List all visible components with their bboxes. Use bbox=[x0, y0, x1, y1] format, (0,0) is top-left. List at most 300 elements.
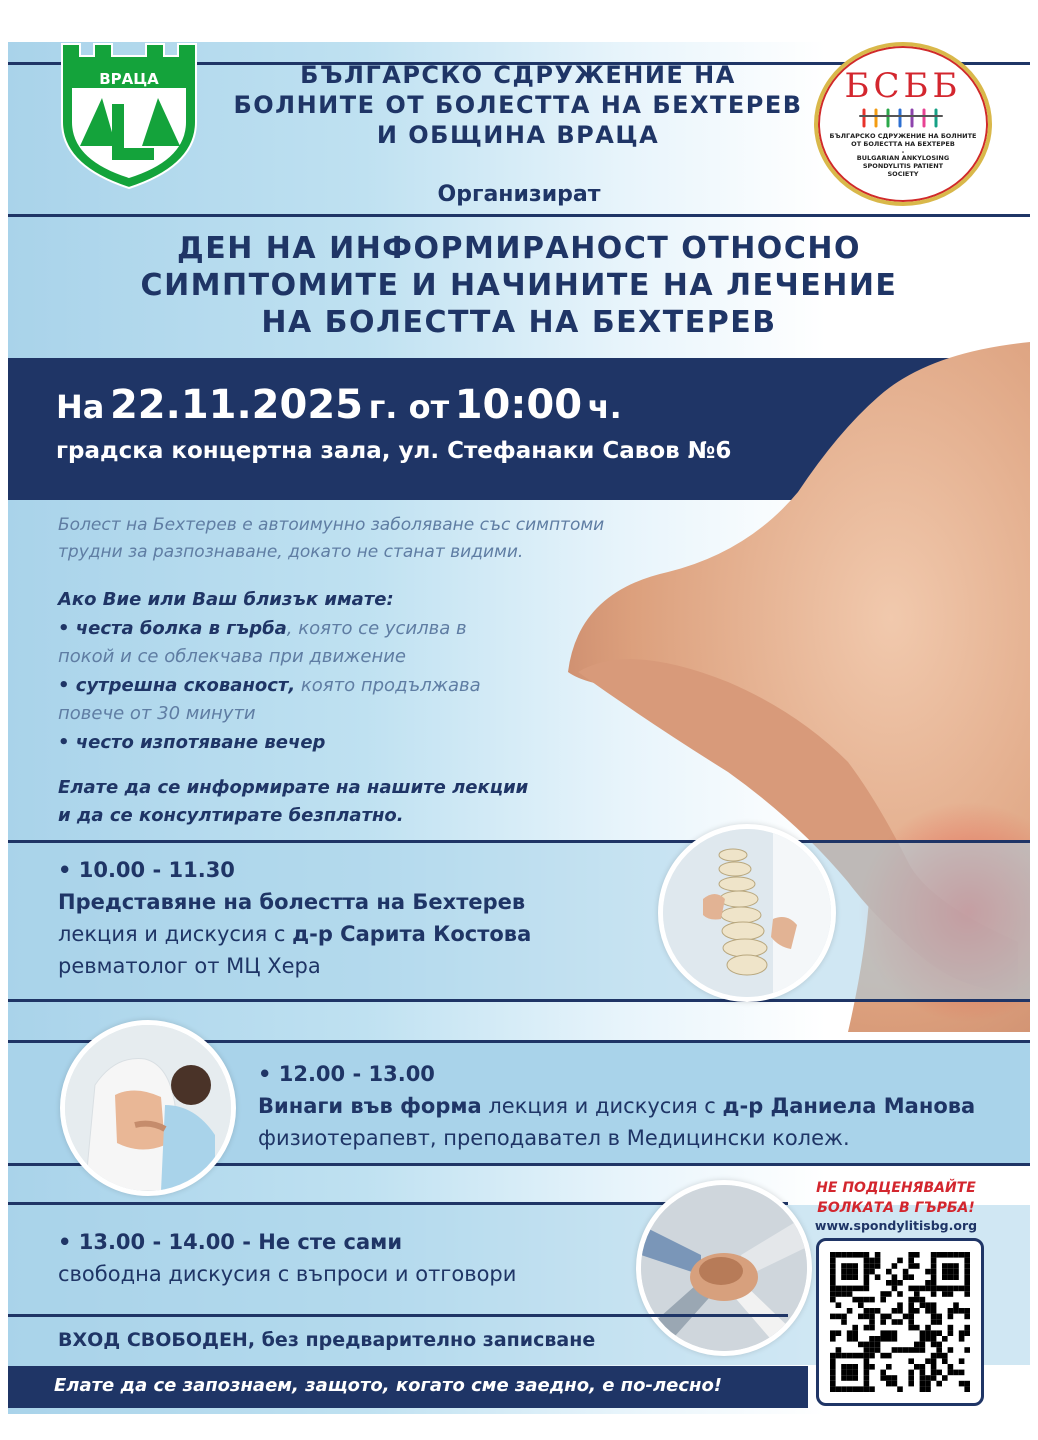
qr-module bbox=[914, 1263, 920, 1269]
qr-module bbox=[936, 1342, 942, 1348]
qr-module bbox=[942, 1336, 948, 1342]
qr-module bbox=[847, 1364, 853, 1370]
date-prefix: На bbox=[56, 388, 105, 426]
qr-module bbox=[864, 1381, 870, 1387]
invite-line-2: и да се консултирате безплатно. bbox=[58, 805, 404, 826]
event-date: 22.11.2025 bbox=[109, 382, 363, 428]
qr-module bbox=[920, 1364, 926, 1370]
symptom-2-continuation: повече от 30 минути bbox=[58, 703, 256, 724]
qr-module bbox=[925, 1330, 931, 1336]
qr-module bbox=[931, 1263, 937, 1269]
qr-module bbox=[931, 1353, 937, 1359]
qr-module bbox=[858, 1353, 864, 1359]
qr-module bbox=[858, 1252, 864, 1258]
qr-module bbox=[892, 1347, 898, 1353]
qr-module bbox=[964, 1386, 970, 1392]
qr-module bbox=[864, 1297, 870, 1303]
society-logo-line-5: SOCIETY bbox=[887, 170, 919, 178]
symptoms-block bbox=[58, 586, 578, 757]
qr-module bbox=[920, 1302, 926, 1308]
qr-module bbox=[942, 1274, 948, 1280]
qr-module bbox=[869, 1308, 875, 1314]
qr-module bbox=[847, 1330, 853, 1336]
website-link[interactable]: www.spondylitisbg.org bbox=[814, 1218, 978, 1233]
qr-module bbox=[892, 1280, 898, 1286]
qr-module bbox=[925, 1358, 931, 1364]
qr-module bbox=[869, 1325, 875, 1331]
qr-module bbox=[964, 1325, 970, 1331]
qr-module bbox=[931, 1302, 937, 1308]
qr-module bbox=[847, 1375, 853, 1381]
qr-module bbox=[959, 1252, 965, 1258]
qr-module bbox=[852, 1263, 858, 1269]
qr-module bbox=[942, 1358, 948, 1364]
qr-module bbox=[959, 1336, 965, 1342]
qr-module bbox=[908, 1252, 914, 1258]
qr-module bbox=[948, 1364, 954, 1370]
society-logo-line-3: BULGARIAN ANKYLOSING bbox=[856, 154, 950, 162]
qr-module bbox=[931, 1280, 937, 1286]
qr-module bbox=[931, 1364, 937, 1370]
qr-module bbox=[908, 1347, 914, 1353]
qr-module bbox=[880, 1336, 886, 1342]
qr-module bbox=[880, 1370, 886, 1376]
qr-module bbox=[864, 1353, 870, 1359]
society-logo-lettering: БСББ bbox=[844, 66, 962, 106]
header-stripe bbox=[8, 214, 1030, 217]
symptom-1-rest: , която се усилва в bbox=[286, 617, 467, 639]
qr-module bbox=[920, 1330, 926, 1336]
qr-module bbox=[931, 1330, 937, 1336]
qr-module bbox=[858, 1386, 864, 1392]
invite-line-1: Елате да се информирате на нашите лекции bbox=[58, 777, 529, 798]
qr-module bbox=[847, 1263, 853, 1269]
session-1-desc: лекция и дискусия с bbox=[58, 922, 293, 946]
society-logo-line-4: SPONDYLITIS PATIENT bbox=[862, 162, 944, 170]
qr-module bbox=[864, 1386, 870, 1392]
symptom-2-rest: която продължава bbox=[295, 674, 481, 696]
crest-text: ВРАЦА bbox=[99, 70, 159, 88]
qr-module bbox=[959, 1370, 965, 1376]
qr-module bbox=[897, 1319, 903, 1325]
qr-module bbox=[875, 1336, 881, 1342]
qr-module bbox=[908, 1286, 914, 1292]
qr-module bbox=[864, 1252, 870, 1258]
qr-module bbox=[836, 1252, 842, 1258]
qr-module bbox=[920, 1297, 926, 1303]
closing-text: Елате да се запознаем, защото, когато сме заедно, е по-лесно! bbox=[54, 1375, 723, 1396]
qr-module bbox=[836, 1291, 842, 1297]
qr-module bbox=[920, 1370, 926, 1376]
qr-module bbox=[897, 1280, 903, 1286]
intro-line-1: Болест на Бехтерев е автоимунно заболяване със симптоми bbox=[58, 515, 605, 535]
qr-module bbox=[830, 1386, 836, 1392]
qr-module bbox=[864, 1274, 870, 1280]
qr-code[interactable] bbox=[816, 1238, 984, 1406]
qr-module bbox=[931, 1286, 937, 1292]
qr-module bbox=[964, 1274, 970, 1280]
event-title-line-3: НА БОЛЕСТТА НА БЕХТЕРЕВ bbox=[261, 305, 777, 340]
qr-module bbox=[948, 1263, 954, 1269]
symptoms-lead: Ако Вие или Ваш близък имате: bbox=[58, 589, 394, 610]
qr-module bbox=[914, 1347, 920, 1353]
qr-module bbox=[841, 1386, 847, 1392]
qr-module bbox=[836, 1386, 842, 1392]
qr-module bbox=[942, 1269, 948, 1275]
qr-module bbox=[914, 1252, 920, 1258]
symptom-item-3: • често изпотяване вечер bbox=[58, 731, 326, 753]
qr-module bbox=[869, 1297, 875, 1303]
qr-module bbox=[836, 1314, 842, 1320]
qr-module bbox=[953, 1252, 959, 1258]
qr-module bbox=[830, 1364, 836, 1370]
qr-module bbox=[880, 1297, 886, 1303]
qr-module bbox=[897, 1347, 903, 1353]
qr-module bbox=[864, 1358, 870, 1364]
qr-module bbox=[908, 1302, 914, 1308]
qr-module bbox=[931, 1308, 937, 1314]
qr-module bbox=[864, 1342, 870, 1348]
qr-module bbox=[964, 1308, 970, 1314]
qr-module bbox=[931, 1252, 937, 1258]
qr-module bbox=[892, 1308, 898, 1314]
session-2-time: • 12.00 - 13.00 bbox=[258, 1062, 435, 1086]
qr-module bbox=[908, 1274, 914, 1280]
qr-module bbox=[869, 1364, 875, 1370]
qr-module bbox=[964, 1347, 970, 1353]
qr-module bbox=[864, 1263, 870, 1269]
qr-module bbox=[864, 1364, 870, 1370]
qr-module bbox=[875, 1263, 881, 1269]
qr-module bbox=[903, 1347, 909, 1353]
qr-module bbox=[908, 1375, 914, 1381]
venue: градска концертна зала, ул. Стефанаки Савов №6 bbox=[56, 438, 732, 464]
event-time: 10:00 bbox=[454, 382, 583, 428]
qr-module bbox=[852, 1297, 858, 1303]
qr-module bbox=[914, 1342, 920, 1348]
qr-module bbox=[864, 1375, 870, 1381]
qr-module bbox=[830, 1375, 836, 1381]
qr-module bbox=[869, 1269, 875, 1275]
qr-module bbox=[830, 1286, 836, 1292]
qr-module bbox=[869, 1336, 875, 1342]
qr-module bbox=[830, 1353, 836, 1359]
session-2-title: Винаги във форма bbox=[258, 1094, 482, 1118]
qr-module bbox=[942, 1286, 948, 1292]
qr-module bbox=[880, 1291, 886, 1297]
qr-module bbox=[830, 1336, 836, 1342]
qr-module bbox=[948, 1274, 954, 1280]
qr-module bbox=[886, 1280, 892, 1286]
qr-module bbox=[830, 1291, 836, 1297]
qr-module bbox=[886, 1336, 892, 1342]
qr-module bbox=[897, 1386, 903, 1392]
physiotherapy-photo bbox=[60, 1020, 236, 1196]
qr-module bbox=[875, 1252, 881, 1258]
qr-module bbox=[964, 1314, 970, 1320]
qr-module bbox=[931, 1370, 937, 1376]
free-entry: ВХОД СВОБОДЕН, без предварително записване bbox=[58, 1329, 596, 1351]
qr-module bbox=[841, 1375, 847, 1381]
qr-module bbox=[841, 1252, 847, 1258]
qr-module bbox=[852, 1336, 858, 1342]
qr-module bbox=[897, 1291, 903, 1297]
intro-line-2: трудни за разпознаване, докато не станат видими. bbox=[58, 542, 524, 562]
org-line-3: И ОБЩИНА ВРАЦА bbox=[376, 121, 660, 149]
qr-module bbox=[953, 1274, 959, 1280]
qr-module bbox=[841, 1314, 847, 1320]
qr-module bbox=[931, 1375, 937, 1381]
qr-module bbox=[942, 1252, 948, 1258]
qr-module bbox=[903, 1269, 909, 1275]
qr-module bbox=[875, 1342, 881, 1348]
qr-module bbox=[830, 1263, 836, 1269]
qr-module bbox=[892, 1381, 898, 1387]
qr-module bbox=[925, 1302, 931, 1308]
qr-module bbox=[847, 1370, 853, 1376]
qr-module bbox=[830, 1330, 836, 1336]
qr-module bbox=[914, 1297, 920, 1303]
qr-module bbox=[864, 1370, 870, 1376]
session-3-desc: свободна дискусия с въпроси и отговори bbox=[58, 1262, 517, 1286]
qr-module bbox=[964, 1330, 970, 1336]
qr-module bbox=[908, 1297, 914, 1303]
qr-module bbox=[847, 1291, 853, 1297]
qr-module bbox=[948, 1325, 954, 1331]
qr-module bbox=[931, 1291, 937, 1297]
qr-module bbox=[959, 1358, 965, 1364]
event-title bbox=[48, 230, 990, 341]
session-2-speaker: д-р Даниела Манова bbox=[722, 1094, 976, 1118]
warning-text bbox=[798, 1178, 994, 1218]
qr-module bbox=[841, 1353, 847, 1359]
qr-module bbox=[953, 1263, 959, 1269]
qr-module bbox=[869, 1347, 875, 1353]
qr-module bbox=[830, 1358, 836, 1364]
qr-module bbox=[852, 1353, 858, 1359]
qr-module bbox=[931, 1358, 937, 1364]
session-2-desc: лекция и дискусия с bbox=[481, 1094, 723, 1118]
qr-module bbox=[836, 1330, 842, 1336]
qr-module bbox=[886, 1291, 892, 1297]
qr-module bbox=[830, 1269, 836, 1275]
spine-model-photo bbox=[658, 824, 836, 1002]
invite-text bbox=[58, 774, 528, 830]
qr-module bbox=[931, 1342, 937, 1348]
qr-module bbox=[830, 1258, 836, 1264]
qr-module bbox=[892, 1336, 898, 1342]
symptom-1-continuation: покой и се облекчава при движение bbox=[58, 646, 406, 667]
qr-module bbox=[920, 1386, 926, 1392]
qr-module bbox=[948, 1286, 954, 1292]
organizers-title bbox=[208, 60, 828, 150]
people-icon bbox=[858, 106, 948, 128]
symptom-item-1 bbox=[58, 615, 578, 644]
qr-module bbox=[920, 1342, 926, 1348]
qr-module bbox=[830, 1252, 836, 1258]
qr-module bbox=[953, 1302, 959, 1308]
qr-module bbox=[852, 1325, 858, 1331]
qr-module bbox=[925, 1308, 931, 1314]
intro-text bbox=[58, 512, 604, 566]
qr-module bbox=[864, 1280, 870, 1286]
qr-module bbox=[841, 1291, 847, 1297]
qr-module bbox=[880, 1353, 886, 1359]
qr-module bbox=[959, 1286, 965, 1292]
qr-module bbox=[880, 1319, 886, 1325]
qr-module bbox=[920, 1347, 926, 1353]
qr-module bbox=[925, 1325, 931, 1331]
qr-module bbox=[953, 1269, 959, 1275]
qr-module bbox=[875, 1308, 881, 1314]
qr-module bbox=[942, 1375, 948, 1381]
qr-module bbox=[836, 1286, 842, 1292]
symptom-item-2 bbox=[58, 672, 578, 701]
qr-module bbox=[852, 1274, 858, 1280]
qr-module bbox=[864, 1314, 870, 1320]
qr-module bbox=[925, 1375, 931, 1381]
qr-module bbox=[925, 1386, 931, 1392]
poster bbox=[8, 42, 1030, 1414]
session-1-role: ревматолог от МЦ Хера bbox=[58, 954, 321, 978]
qr-module bbox=[948, 1370, 954, 1376]
qr-module bbox=[869, 1319, 875, 1325]
qr-module bbox=[903, 1314, 909, 1320]
session-1-desc-line bbox=[58, 918, 698, 950]
event-title-line-1: ДЕН НА ИНФОРМИРАНОСТ ОТНОСНО bbox=[177, 231, 861, 266]
qr-module bbox=[931, 1258, 937, 1264]
qr-module bbox=[948, 1347, 954, 1353]
org-line-1: БЪЛГАРСКО СДРУЖЕНИЕ НА bbox=[300, 61, 736, 89]
session-2 bbox=[258, 1058, 1018, 1154]
qr-module bbox=[897, 1258, 903, 1264]
qr-module bbox=[936, 1314, 942, 1320]
organize-label: Организират bbox=[437, 182, 601, 207]
qr-module bbox=[920, 1381, 926, 1387]
qr-module bbox=[920, 1286, 926, 1292]
org-line-2: БОЛНИТЕ ОТ БОЛЕСТТА НА БЕХТЕРЕВ bbox=[233, 91, 803, 119]
qr-module bbox=[892, 1286, 898, 1292]
warning-line-2: БОЛКАТА В ГЪРБА! bbox=[817, 1200, 975, 1216]
qr-module bbox=[836, 1347, 842, 1353]
qr-module bbox=[847, 1274, 853, 1280]
qr-module bbox=[841, 1370, 847, 1376]
qr-module bbox=[925, 1336, 931, 1342]
qr-module bbox=[886, 1364, 892, 1370]
qr-module bbox=[830, 1381, 836, 1387]
qr-module bbox=[852, 1252, 858, 1258]
qr-module bbox=[925, 1269, 931, 1275]
qr-module bbox=[830, 1274, 836, 1280]
qr-module bbox=[964, 1258, 970, 1264]
session-2-role: физиотерапевт, преподавател в Медицински колеж. bbox=[258, 1126, 850, 1150]
qr-module bbox=[948, 1291, 954, 1297]
qr-module bbox=[830, 1280, 836, 1286]
qr-module bbox=[847, 1286, 853, 1292]
qr-module bbox=[836, 1353, 842, 1359]
qr-module bbox=[886, 1269, 892, 1275]
qr-module bbox=[925, 1381, 931, 1387]
qr-module bbox=[936, 1353, 942, 1359]
qr-module bbox=[880, 1375, 886, 1381]
qr-module bbox=[847, 1386, 853, 1392]
qr-module bbox=[841, 1364, 847, 1370]
session-1-title: Представяне на болестта на Бехтерев bbox=[58, 890, 526, 914]
qr-module bbox=[914, 1308, 920, 1314]
qr-module bbox=[858, 1342, 864, 1348]
qr-module bbox=[847, 1308, 853, 1314]
qr-module bbox=[964, 1286, 970, 1292]
qr-module bbox=[953, 1370, 959, 1376]
qr-module bbox=[953, 1308, 959, 1314]
qr-module bbox=[920, 1336, 926, 1342]
qr-module bbox=[914, 1325, 920, 1331]
date-line bbox=[56, 382, 622, 428]
qr-module bbox=[886, 1353, 892, 1359]
vratsa-crest-logo bbox=[58, 42, 200, 190]
qr-module bbox=[852, 1386, 858, 1392]
qr-module bbox=[892, 1330, 898, 1336]
qr-module bbox=[948, 1308, 954, 1314]
qr-module bbox=[908, 1314, 914, 1320]
qr-module bbox=[914, 1291, 920, 1297]
qr-module bbox=[892, 1274, 898, 1280]
qr-module bbox=[931, 1269, 937, 1275]
qr-module bbox=[841, 1319, 847, 1325]
qr-module bbox=[942, 1263, 948, 1269]
qr-module bbox=[964, 1291, 970, 1297]
qr-module bbox=[914, 1286, 920, 1292]
qr-module bbox=[880, 1330, 886, 1336]
qr-module bbox=[948, 1252, 954, 1258]
qr-module bbox=[908, 1325, 914, 1331]
qr-module bbox=[931, 1319, 937, 1325]
qr-module bbox=[886, 1330, 892, 1336]
qr-module bbox=[875, 1258, 881, 1264]
qr-module bbox=[959, 1308, 965, 1314]
qr-module bbox=[908, 1381, 914, 1387]
qr-module bbox=[925, 1286, 931, 1292]
qr-module bbox=[948, 1330, 954, 1336]
qr-module bbox=[931, 1274, 937, 1280]
qr-module bbox=[936, 1381, 942, 1387]
qr-module bbox=[908, 1308, 914, 1314]
qr-module bbox=[964, 1263, 970, 1269]
qr-module bbox=[897, 1308, 903, 1314]
qr-module bbox=[830, 1314, 836, 1320]
qr-module bbox=[858, 1286, 864, 1292]
qr-module bbox=[942, 1353, 948, 1359]
session-1-speaker: д-р Сарита Костова bbox=[292, 922, 532, 946]
qr-module bbox=[858, 1297, 864, 1303]
qr-module bbox=[953, 1286, 959, 1292]
session-2-title-line bbox=[258, 1090, 1018, 1122]
qr-module bbox=[841, 1269, 847, 1275]
event-title-line-2: СИМПТОМИТЕ И НАЧИНИТЕ НА ЛЕЧЕНИЕ bbox=[140, 268, 898, 303]
qr-module bbox=[886, 1381, 892, 1387]
session-3 bbox=[58, 1226, 658, 1290]
qr-module bbox=[841, 1274, 847, 1280]
qr-module bbox=[869, 1258, 875, 1264]
qr-module bbox=[908, 1258, 914, 1264]
qr-module bbox=[936, 1370, 942, 1376]
qr-module bbox=[948, 1314, 954, 1320]
qr-module bbox=[847, 1252, 853, 1258]
free-entry-top-stripe bbox=[8, 1314, 788, 1317]
date-middle: г. от bbox=[368, 388, 450, 426]
qr-module bbox=[964, 1280, 970, 1286]
qr-module bbox=[914, 1364, 920, 1370]
